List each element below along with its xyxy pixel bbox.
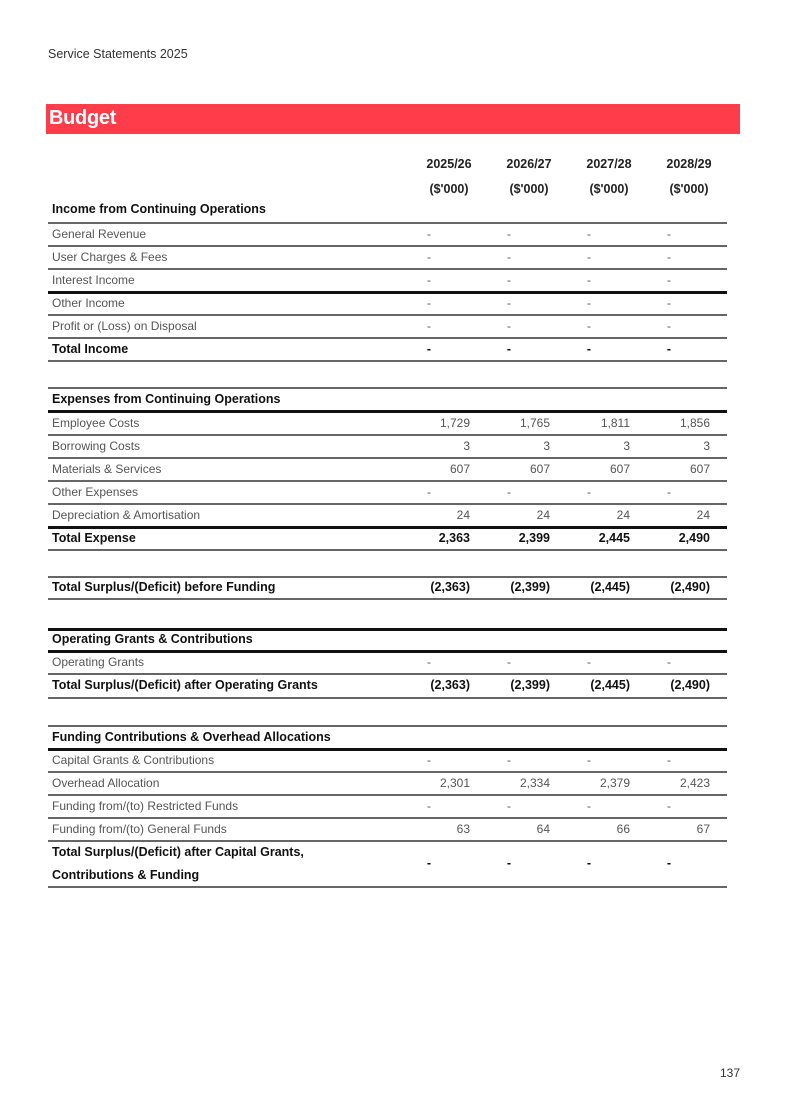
total-row xyxy=(48,338,727,361)
row-value: (2,363) xyxy=(430,678,470,692)
table-row xyxy=(48,269,727,292)
row-label: Operating Grants & Contributions xyxy=(52,632,253,646)
section-heading-row xyxy=(48,198,727,221)
row-value: (2,399) xyxy=(510,678,550,692)
table-row xyxy=(48,292,727,315)
row-label: Depreciation & Amortisation xyxy=(52,508,201,522)
row-value: - xyxy=(667,799,671,813)
row-value: - xyxy=(587,296,591,310)
row-value: (2,490) xyxy=(670,678,710,692)
row-value: - xyxy=(587,273,591,287)
budget-banner xyxy=(46,104,740,134)
row-value: - xyxy=(426,856,432,870)
row-value: - xyxy=(427,753,431,767)
row-label: Interest Income xyxy=(52,273,135,287)
row-value: - xyxy=(427,250,431,264)
row-value: 2,301 xyxy=(439,776,470,790)
row-value: - xyxy=(507,799,511,813)
row-value: (2,363) xyxy=(430,580,470,594)
row-label: Borrowing Costs xyxy=(52,439,141,453)
row-value: - xyxy=(667,227,671,241)
row-value: - xyxy=(587,655,591,669)
row-value: - xyxy=(667,273,671,287)
total-row xyxy=(48,674,727,697)
row-value: 1,765 xyxy=(519,416,550,430)
row-label: Funding from/(to) Restricted Funds xyxy=(52,799,239,813)
column-unit: ($'000) xyxy=(669,182,709,196)
total-row xyxy=(48,527,727,550)
row-label: Total Income xyxy=(52,342,129,356)
row-value: 1,856 xyxy=(679,416,710,430)
column-year: 2027/28 xyxy=(586,157,632,171)
row-value: - xyxy=(507,319,511,333)
row-value: 607 xyxy=(609,462,630,476)
row-value: - xyxy=(666,342,672,356)
page-number: 137 xyxy=(720,1066,741,1080)
row-label: Overhead Allocation xyxy=(52,776,160,790)
column-header xyxy=(414,152,484,202)
row-label: Total Surplus/(Deficit) after Operating Grants xyxy=(52,678,318,692)
row-value: - xyxy=(586,342,592,356)
row-value: - xyxy=(667,655,671,669)
row-value: - xyxy=(427,655,431,669)
table-row xyxy=(48,772,727,795)
row-value: - xyxy=(507,296,511,310)
row-value: - xyxy=(507,485,511,499)
row-value: - xyxy=(426,342,432,356)
row-label: Other Income xyxy=(52,296,125,310)
row-value: 2,490 xyxy=(678,531,710,545)
row-value: 3 xyxy=(623,439,630,453)
row-value: - xyxy=(507,753,511,767)
row-label: Materials & Services xyxy=(52,462,162,476)
row-value: - xyxy=(587,753,591,767)
table-row xyxy=(48,504,727,527)
row-value: 1,811 xyxy=(600,416,630,430)
row-label: User Charges & Fees xyxy=(52,250,168,264)
column-year: 2028/29 xyxy=(666,157,712,171)
row-label: Employee Costs xyxy=(52,416,140,430)
table-row xyxy=(48,246,727,269)
table-row xyxy=(48,651,727,674)
row-value: 24 xyxy=(536,508,550,522)
column-header xyxy=(494,152,564,202)
table-row xyxy=(48,818,727,841)
section-heading-row xyxy=(48,388,727,411)
row-label: Funding from/(to) General Funds xyxy=(52,822,227,836)
table-rule xyxy=(48,360,727,362)
row-value: - xyxy=(667,296,671,310)
row-value: (2,445) xyxy=(590,580,630,594)
row-value: 64 xyxy=(536,822,550,836)
row-label: Funding Contributions & Overhead Allocations xyxy=(52,730,331,744)
row-label: Total Expense xyxy=(52,531,136,545)
total-row xyxy=(48,841,727,887)
row-value: - xyxy=(427,799,431,813)
column-unit: ($'000) xyxy=(589,182,629,196)
row-value: 2,423 xyxy=(679,776,710,790)
row-value: 607 xyxy=(529,462,550,476)
row-value: 607 xyxy=(449,462,470,476)
row-label: Total Surplus/(Deficit) after Capital Grants, xyxy=(52,845,304,859)
table-row xyxy=(48,749,727,772)
table-rule xyxy=(48,886,727,888)
row-value: - xyxy=(666,856,672,870)
row-value: 2,363 xyxy=(438,531,470,545)
column-year: 2025/26 xyxy=(426,157,472,171)
row-value: - xyxy=(587,319,591,333)
table-row xyxy=(48,795,727,818)
row-label: Contributions & Funding xyxy=(52,868,200,882)
total-row xyxy=(48,576,727,599)
row-label: Total Surplus/(Deficit) before Funding xyxy=(52,580,276,594)
table-rule xyxy=(48,549,727,551)
column-header xyxy=(654,152,724,202)
row-label: Capital Grants & Contributions xyxy=(52,753,215,767)
row-value: - xyxy=(507,227,511,241)
row-value: 2,379 xyxy=(599,776,630,790)
row-value: 66 xyxy=(616,822,630,836)
row-value: 3 xyxy=(543,439,550,453)
table-rule xyxy=(48,598,727,600)
row-value: - xyxy=(667,485,671,499)
row-value: - xyxy=(507,250,511,264)
column-header xyxy=(574,152,644,202)
row-value: 2,445 xyxy=(598,531,630,545)
table-row xyxy=(48,223,727,246)
row-label: Income from Continuing Operations xyxy=(52,202,266,216)
row-value: - xyxy=(507,273,511,287)
row-value: - xyxy=(427,273,431,287)
column-unit: ($'000) xyxy=(509,182,549,196)
row-value: - xyxy=(507,655,511,669)
section-heading-row xyxy=(48,628,727,651)
row-value: - xyxy=(667,250,671,264)
row-value: 24 xyxy=(616,508,630,522)
running-head: Service Statements 2025 xyxy=(48,47,188,61)
row-value: 67 xyxy=(696,822,710,836)
row-value: - xyxy=(506,342,512,356)
row-value: - xyxy=(667,319,671,333)
row-value: 24 xyxy=(456,508,470,522)
table-row xyxy=(48,458,727,481)
column-year: 2026/27 xyxy=(506,157,552,171)
table-row xyxy=(48,412,727,435)
row-value: 63 xyxy=(456,822,470,836)
row-value: 3 xyxy=(703,439,710,453)
row-value: 607 xyxy=(689,462,710,476)
row-value: - xyxy=(427,319,431,333)
row-label: General Revenue xyxy=(52,227,147,241)
row-value: 2,399 xyxy=(518,531,550,545)
row-value: (2,490) xyxy=(670,580,710,594)
section-heading-row xyxy=(48,726,727,749)
row-value: 2,334 xyxy=(519,776,550,790)
row-label: Expenses from Continuing Operations xyxy=(52,392,281,406)
table-rule xyxy=(48,697,727,699)
row-value: - xyxy=(427,227,431,241)
banner-title: Budget xyxy=(49,107,117,129)
row-label: Operating Grants xyxy=(52,655,145,669)
row-value: (2,445) xyxy=(590,678,630,692)
row-value: - xyxy=(667,753,671,767)
row-value: - xyxy=(427,296,431,310)
row-label: Profit or (Loss) on Disposal xyxy=(52,319,197,333)
table-row xyxy=(48,315,727,338)
row-value: - xyxy=(587,799,591,813)
row-value: (2,399) xyxy=(510,580,550,594)
row-value: - xyxy=(427,485,431,499)
row-value: 1,729 xyxy=(439,416,470,430)
column-unit: ($'000) xyxy=(429,182,469,196)
row-value: 3 xyxy=(463,439,470,453)
table-row xyxy=(48,435,727,458)
row-value: - xyxy=(587,485,591,499)
row-value: - xyxy=(586,856,592,870)
row-value: 24 xyxy=(696,508,710,522)
row-value: - xyxy=(587,227,591,241)
row-label: Other Expenses xyxy=(52,485,139,499)
table-row xyxy=(48,481,727,504)
row-value: - xyxy=(506,856,512,870)
row-value: - xyxy=(587,250,591,264)
